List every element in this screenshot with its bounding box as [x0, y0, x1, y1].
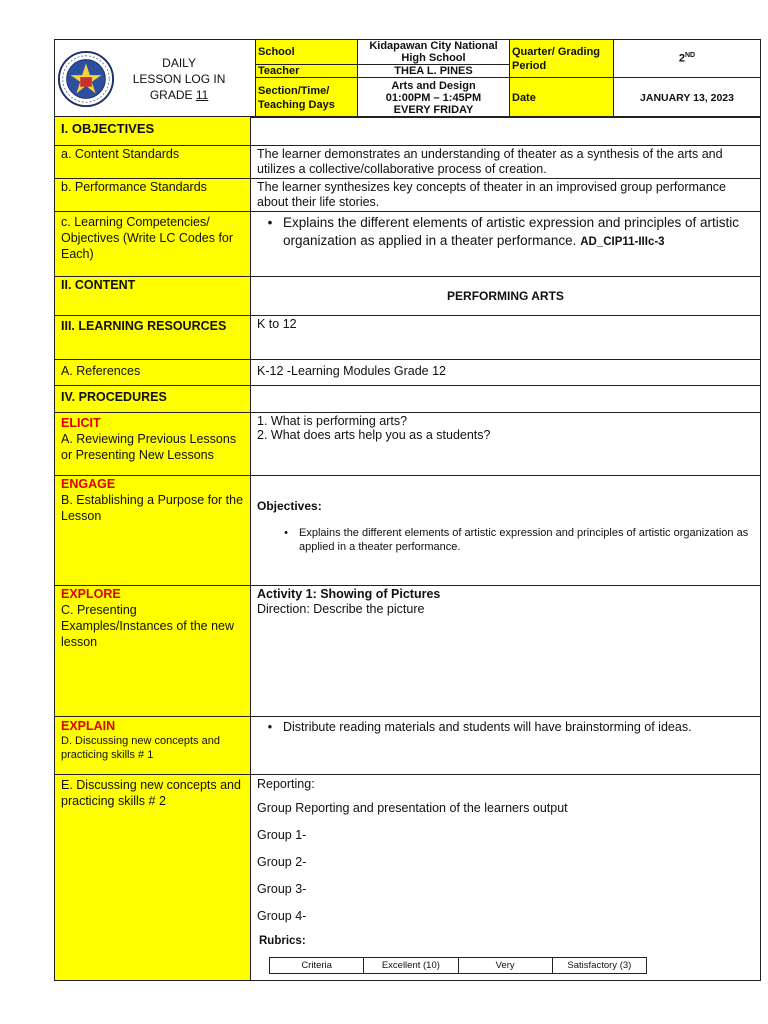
section-label: Section/Time/ Teaching Days [256, 78, 358, 118]
group-3: Group 3- [257, 882, 307, 896]
quarter-label: Quarter/ Grading Period [510, 40, 614, 78]
deped-seal-icon [57, 50, 115, 108]
lesson-log-title: DAILY LESSON LOG IN GRADE 11 [132, 55, 226, 102]
procedures-empty [251, 386, 761, 413]
discuss2-value [251, 775, 761, 981]
competencies-cell [251, 212, 761, 277]
lesson-table [54, 116, 761, 981]
references-value: K-12 -Learning Modules Grade 12 [251, 360, 761, 386]
competencies-value: Explains the different elements of artistic expression and principles of artistic organization as applied in a theater performance. [283, 215, 739, 248]
elicit-label: A. Reviewing Previous Lessons or Presenting New Lessons [61, 432, 237, 462]
section-value: Arts and Design 01:00PM – 1:45PM EVERY FRIDAY [358, 78, 510, 118]
group-1: Group 1- [257, 828, 307, 842]
explain-label: D. Discussing new concepts and practicing skills # 1 [61, 735, 220, 761]
bullet-icon: • [267, 215, 273, 230]
resources-value: K to 12 [251, 316, 761, 360]
elicit-tag: ELICIT [61, 416, 101, 430]
school-value: Kidapawan City National High School [358, 40, 510, 65]
lesson-log-page [54, 39, 760, 985]
engage-tag: ENGAGE [61, 477, 116, 491]
bullet-icon: • [284, 527, 288, 539]
performance-standards-value: The learner synthesizes key concepts of theater in an improvised group performance about their life stories. [251, 179, 761, 212]
date-label: Date [510, 78, 614, 118]
quarter-value: 2ND [614, 40, 761, 78]
procedures-heading: IV. PROCEDURES [55, 386, 251, 413]
rubric-col-criteria: Criteria [270, 958, 364, 974]
explain-cell [55, 717, 251, 775]
explore-tag: EXPLORE [61, 587, 121, 601]
explore-activity: Activity 1: Showing of Pictures [257, 587, 441, 601]
group-4: Group 4- [257, 909, 307, 923]
content-heading: II. CONTENT [55, 277, 251, 316]
rubrics-heading: Rubrics: [259, 935, 306, 947]
resources-heading: III. LEARNING RESOURCES [55, 316, 251, 360]
content-standards-label: a. Content Standards [55, 146, 251, 179]
performance-standards-label: b. Performance Standards [55, 179, 251, 212]
elicit-question-2: 2. What does arts help you as a students? [257, 428, 491, 442]
competencies-label: c. Learning Competencies/ Objectives (Write LC Codes for Each) [55, 212, 251, 277]
discuss2-label: E. Discussing new concepts and practicing skills # 2 [55, 775, 251, 981]
date-value: JANUARY 13, 2023 [614, 78, 761, 118]
teacher-value: THEA L. PINES [358, 65, 510, 78]
header-table [54, 39, 761, 118]
rubrics-table [269, 957, 647, 974]
explore-value [251, 586, 761, 717]
reporting-label: Reporting: [257, 777, 315, 791]
engage-heading: Objectives: [257, 499, 322, 513]
school-label: School [256, 40, 358, 65]
bullet-icon: • [267, 720, 273, 734]
rubric-col-excellent: Excellent (10) [364, 958, 458, 974]
teacher-label: Teacher [256, 65, 358, 78]
explain-value: • Distribute reading materials and students will have brainstorming of ideas. [251, 717, 761, 775]
elicit-cell [55, 413, 251, 476]
explore-direction: Direction: Describe the picture [257, 602, 425, 616]
competencies-code: AD_CIP11-IIIc-3 [580, 236, 665, 248]
objectives-empty [251, 117, 761, 146]
engage-label: B. Establishing a Purpose for the Lesson [61, 493, 244, 523]
explore-cell [55, 586, 251, 717]
references-label: A. References [55, 360, 251, 386]
content-standards-value: The learner demonstrates an understanding of theater as a synthesis of the arts and utilizes a collective/collaborative process of creation. [251, 146, 761, 179]
explore-label: C. Presenting Examples/Instances of the new lesson [61, 603, 235, 649]
rubric-col-very: Very [458, 958, 552, 974]
objectives-heading: I. OBJECTIVES [55, 117, 251, 146]
elicit-question-1: 1. What is performing arts? [257, 414, 408, 428]
engage-objective: Explains the different elements of artistic expression and principles of artistic organization as applied in a theater performance. [299, 527, 749, 553]
engage-value [251, 476, 761, 586]
content-value: PERFORMING ARTS [251, 277, 761, 316]
explain-tag: EXPLAIN [61, 719, 116, 733]
engage-cell [55, 476, 251, 586]
rubric-col-satisfactory: Satisfactory (3) [552, 958, 646, 974]
logo-cell [55, 40, 256, 118]
grade-value: 11 [195, 87, 209, 102]
elicit-value [251, 413, 761, 476]
reporting-desc: Group Reporting and presentation of the learners output [257, 801, 568, 815]
group-2: Group 2- [257, 855, 307, 869]
